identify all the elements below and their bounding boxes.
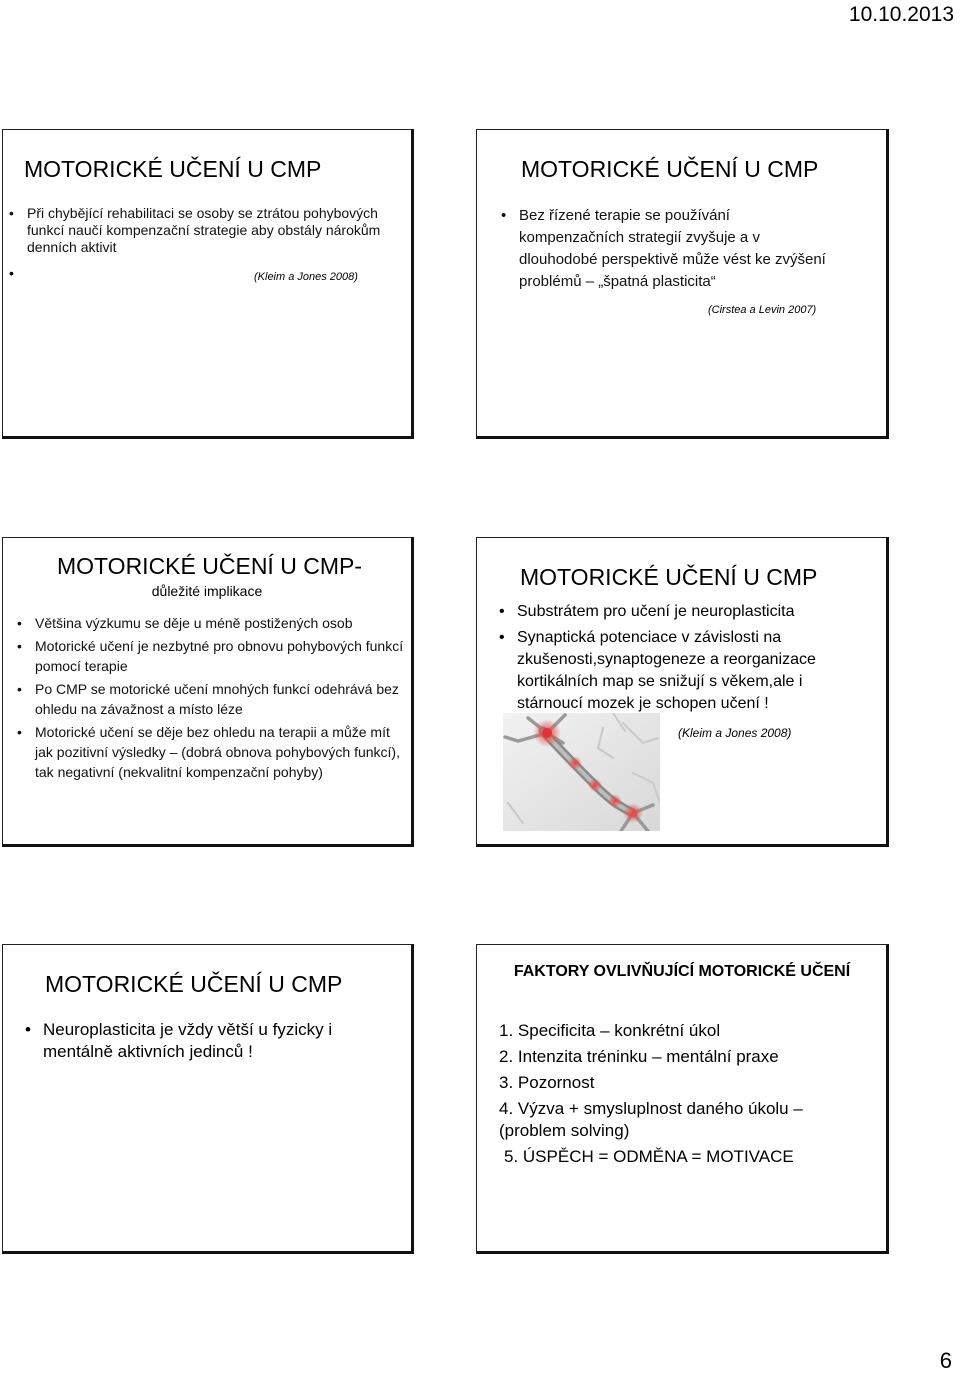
bullet-item: • Většina výzkumu se děje u méně postižených osob xyxy=(15,613,405,633)
bullet-list xyxy=(15,613,405,785)
citation: (Kleim a Jones 2008) xyxy=(678,726,792,740)
list-item: 5. ÚSPĚCH = ODMĚNA = MOTIVACE xyxy=(504,1147,794,1166)
neuron-image xyxy=(503,713,660,831)
bullet-item: • Po CMP se motorické učení mnohých funkcí odehrává bez ohledu na závažnost a místo léze xyxy=(15,679,405,719)
slide-title: MOTORICKÉ UČENÍ U CMP- xyxy=(57,553,362,579)
slide-title: MOTORICKÉ UČENÍ U CMP xyxy=(24,156,322,182)
bullet-item: • Bez řízené terapie se používání kompenzačních strategií zvyšuje a v dlouhodobé perspektivě může vést ke zvýšení problémů – „špatná plasticita“ xyxy=(499,205,839,293)
slide-1 xyxy=(2,129,414,439)
citation: (Kleim a Jones 2008) xyxy=(254,271,358,283)
slide-6 xyxy=(476,944,889,1254)
slide-subtitle: důležité implikace xyxy=(151,583,263,599)
bullet-item: • Motorické učení je nezbytné pro obnovu pohybových funkcí pomocí terapie xyxy=(15,636,405,676)
numbered-list xyxy=(499,1020,869,1172)
bullet-list xyxy=(7,205,387,256)
citation: (Cirstea a Levin 2007) xyxy=(708,304,817,316)
list-item: 2. Intenzita tréninku – mentální praxe xyxy=(499,1047,779,1066)
slide-title: FAKTORY OVLIVŇUJÍCÍ MOTORICKÉ UČENÍ xyxy=(513,963,851,980)
slide-2 xyxy=(476,129,889,439)
bullet-item: • Substrátem pro učení je neuroplasticita xyxy=(497,601,872,623)
list-item: 1. Specificita – konkrétní úkol xyxy=(499,1021,721,1040)
list-item: 4. Výzva + smysluplnost daného úkolu – (problem solving) xyxy=(499,1099,803,1140)
slide-title: MOTORICKÉ UČENÍ U CMP xyxy=(521,156,819,182)
bullet-item: • Motorické učení se děje bez ohledu na terapii a může mít jak pozitivní výsledky – (dobrá obnova pohybových funkcí), tak negativní (nekvalitní kompenzační pohyby) xyxy=(15,722,405,782)
empty-bullet: • xyxy=(9,265,14,281)
bullet-list xyxy=(497,601,872,719)
slide-title: MOTORICKÉ UČENÍ U CMP xyxy=(520,564,818,590)
slide-3 xyxy=(2,537,414,847)
page-date: 10.10.2013 xyxy=(848,3,954,26)
bullet-item: • Synaptická potenciace v závislosti na zkušenosti,synaptogeneze a reorganizace kortikálních map se snižují s věkem,ale i stárnoucí mozek je schopen učení ! xyxy=(497,627,872,715)
bullet-list xyxy=(23,1019,393,1063)
slide-4 xyxy=(476,537,889,847)
bullet-item: • Neuroplasticita je vždy větší u fyzicky i mentálně aktivních jedinců ! xyxy=(23,1019,393,1063)
bullet-item: • Při chybějící rehabilitaci se osoby se ztrátou pohybových funkcí naučí kompenzační strategie aby obstály nárokům denních aktivit xyxy=(7,205,387,256)
slide-5 xyxy=(2,944,414,1254)
bullet-list xyxy=(499,205,839,293)
page-number: 6 xyxy=(939,1348,952,1373)
slide-title: MOTORICKÉ UČENÍ U CMP xyxy=(45,971,343,997)
list-item: 3. Pozornost xyxy=(499,1073,595,1092)
